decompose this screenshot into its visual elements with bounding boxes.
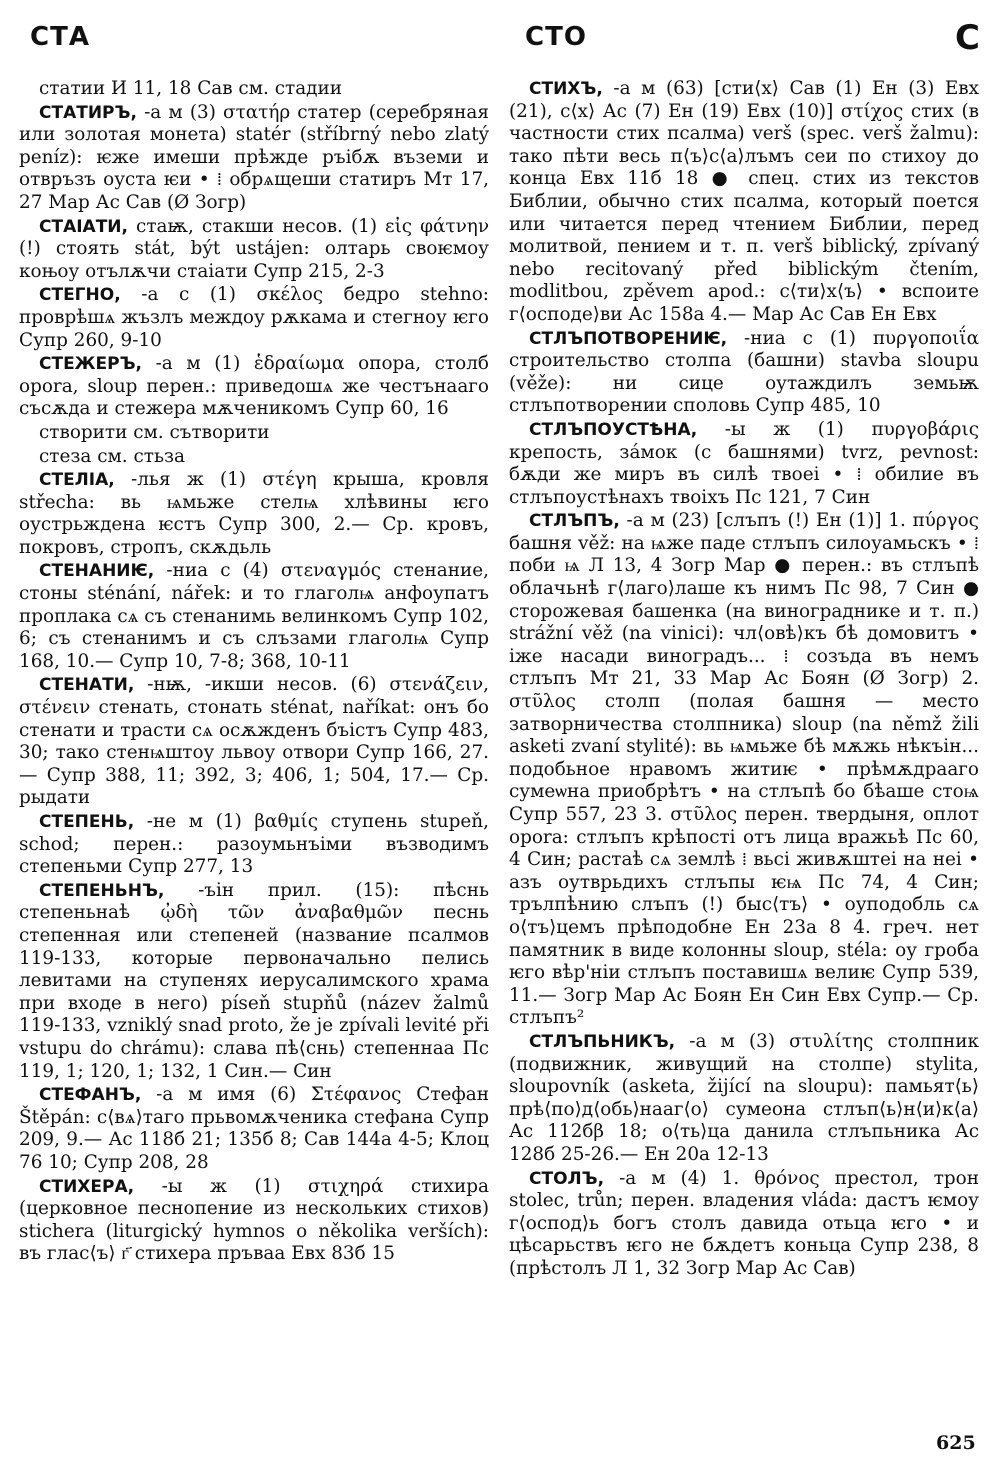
headword: СТЛЪПЬНИКЪ,: [529, 1031, 676, 1052]
headword: СТЛЪПОТВОРЕНИѤ,: [529, 328, 728, 349]
dictionary-entry: [19, 216, 489, 284]
dictionary-entry: [509, 78, 979, 327]
entry-text: -а м (1) ἑδραίωμα опора, столб opora, sloup перен.: приведошѧ же честънааго съсѫда и стежера мѫченикомъ Супр 60, 16: [19, 353, 489, 420]
entry-text: -ниа с (1) πυργοποιΐα строительство столпа (башни) stavba sloupu (věže): ни сице оутаждилъ земьѭ стлъпотворении споловь Супр 485, 10: [509, 327, 979, 417]
headword: СТИХЕРА,: [39, 1176, 135, 1197]
dictionary-entry: [509, 419, 979, 509]
dictionary-entry: [509, 1031, 979, 1167]
left-column: [19, 78, 489, 1267]
entry-text: стаѭ, стакши несов. (1) εἰς φάτνην (!) стоять stát, být ustájen: олтарь своѥмоу коњоу отълѫчи стаіати Супр 215, 2-3: [19, 215, 489, 282]
headword: СТОЛЪ,: [529, 1168, 605, 1189]
entry-text: -ниа с (4) στεναγμός стенание, стоны sténání, nářek: и то глаголѩ анфоупатъ проплака сѧ съ стенанимь велинкомъ Супр 102, 6; съ стенанимъ и съ слъзами глаголѩ Супр 168, 10.— Супр 10, 7-8; 368, 10-11: [19, 560, 489, 672]
entry-text: -ы ж (1) στιχηρά стихира (церковное песнопение из нескольких стихов) stichera (liturgický hymnos o několika verších): въ глас⟨ъ⟩ г҃ стихера пръваа Евх 83б 15: [19, 1175, 489, 1265]
entry-text: -а с (1) σκέλος бедро stehno: проврѣшѧ жъзлъ междоу рѫкама и стегноу ѥго Супр 260, 9-10: [19, 284, 489, 351]
headword: СТЕПЕНЬНЪ,: [39, 880, 165, 901]
running-head-center: СТО: [525, 22, 587, 52]
dictionary-entry: [19, 674, 489, 810]
entry-text: стеза см. стьза: [39, 445, 185, 467]
right-column: [509, 78, 979, 1281]
headword: СТЛЪПОУСТѢНА,: [529, 419, 698, 440]
entry-text: -а м (4) 1. θρόνος престол, трон stolec, trůn; перен. владения vláda: дастъ ѥмоу г⟨оспод⟩ь богъ столъ давида отьца ѥго • и цѣсарьствъ ѥго не бѫдетъ коньца Супр 238, 8 (прѣстолъ Л 1, 32 Зогр Мар Ас Сав): [509, 1167, 979, 1279]
headword: СТЕФАНЪ,: [39, 1085, 142, 1106]
dictionary-entry: [19, 102, 489, 215]
dictionary-entry: [19, 469, 489, 559]
headword: СТАІАТИ,: [39, 216, 128, 237]
dictionary-entry: [19, 811, 489, 879]
dictionary-entry: [509, 328, 979, 418]
dictionary-entry: [509, 1168, 979, 1281]
dictionary-entry: [19, 560, 489, 673]
page-number: 625: [936, 1432, 976, 1454]
entry-text: -нѭ, -икши несов. (6) στενάζειν, στένειν стенать, стонать sténat, naříkat: онъ бо стенати и трасти сѧ осѫжденъ бъістъ Супр 483, 30; тако стенѩштоу львоу отвори Супр 166, 27.— Супр 388, 11; 392, 3; 406, 1; 504, 17.— Ср. рыдати: [19, 674, 489, 809]
running-head-left: СТА: [30, 22, 90, 52]
dictionary-entry: [19, 1084, 489, 1174]
entry-text: створити см. сътворити: [39, 421, 270, 443]
entry-text: -а м (23) [слъпъ (!) Ен (1)] 1. πύργος башня věž: на ѩже паде стлъпъ силоуамьскъ • ⁞ поби ѩ Л 13, 4 Зогр Мар ● перен.: въ стлъпѣ облачьнѣ г⟨лаго⟩лаше къ нимъ Пс 98, 7 Син ● сторожевая башенка (на винограднике и т. п.) strážní věž (na vinici): чл⟨овѣ⟩къ бѣ домовитъ • іже насади виноградъ... ⁞ созъда въ немъ стлъпъ Мт 21, 33 Мар Ас Боян (Ø Зогр) 2. στῦλος столп (полая башня — место затворничества столпника) sloup (na němž žili asketi zvaní stylité): вь ѩмьже бѣ мѫжь нѣкъін... подобьное нравомъ житиѥ • прѣмѫдрааго сумеѡна приобрѣтъ • на стлъпѣ бо бѣаше стоѩ Супр 557, 23 3. στῦλος перен. твердыня, оплот opora: стлъпъ крѣпості отъ лица вражьѣ Пс 60, 4 Син; растаѣ сѧ землѣ ⁞ вьсі живѫштеі на неі • азъ оутврьдихъ стлъпы ѥѩ Пс 74, 4 Син; трълпѣнию слъпъ (!) быс⟨тъ⟩ • оуподобль сѧ о⟨тъ⟩цемъ прѣподобне Ен 23а 8 4. греч. нет памятник в виде колонны sloup, stéla: оу гроба ѥго вѣр'ніи стлъпъ поставишѧ велиѥ Супр 539, 11.— Зогр Мар Ас Боян Ен Син Евх Супр.— Ср. стлъпъ²: [509, 510, 979, 1029]
headword: СТЕЖЕРЪ,: [39, 354, 142, 375]
entry-text: -а м имя (6) Στέφανος Стефан Štěpán: с⟨вѧ⟩таго прьвомѫченика стефана Супр 209, 9.— Ас 118б 21; 135б 8; Сав 144а 4-5; Клоц 76 10; Супр 208, 28: [19, 1084, 489, 1173]
headword: СТЕНАНИѤ,: [39, 561, 155, 582]
entry-text: -ы ж (1) πυργοβάρις крепость, за́мок (с башнями) tvrz, pevnost: бѫди же миръ въ силѣ твоеі • ⁞ обилие въ стлъпоустѣнахъ твоіхъ Пс 121, 7 Син: [509, 418, 979, 508]
dictionary-entry: [19, 422, 489, 445]
entry-text: статии И 11, 18 Сав см. стадии: [39, 78, 343, 99]
dictionary-entry: [509, 510, 979, 1030]
dictionary-entry: [19, 284, 489, 352]
headword: СТЛЪПЪ,: [529, 511, 620, 532]
entry-text: -а м (3) στυλίτης столпник (подвижник, живущий на столпе) stylita, sloupovník (asketa, žijící na sloupu): памьят⟨ь⟩ прѣ⟨по⟩д⟨обь⟩нааг⟨о⟩ сумеона стлъп⟨ь⟩н⟨и⟩к⟨а⟩ Ас 112бβ 18; о⟨ть⟩ца данила стлъпьника Ас 128б 25-26.— Ен 20а 12-13: [509, 1030, 979, 1165]
dictionary-entry: [19, 880, 489, 1083]
entry-text: -а м (63) [сти⟨х⟩ Сав (1) Ен (3) Евх (21), с⟨х⟩ Ас (7) Ен (19) Евх (10)] στίχος стих (в частности стих псалма) verš (spec. verš žalmu): тако пѣти весь п⟨ъ⟩с⟨а⟩лъмъ сеи по стихоу до конца Евх 11б 18 ● спец. стих из текстов Библии, обычно стих псалма, который поется или читается перед чтением Библии, перед молитвой, пением и т. п. verš biblický, zpívaný nebo recitovaný před biblickým čtením, modlitbou, zpěvem apod.: с⟨ти⟩х⟨ъ⟩ • вспоите г⟨осподе⟩ви Ас 158а 4.— Мар Ас Сав Ен Евх: [509, 78, 979, 325]
dictionary-entry: [19, 78, 489, 101]
dictionary-entry: [19, 353, 489, 421]
headword: СТЕПЕНЬ,: [39, 812, 135, 832]
entry-text: -не м (1) βαθμίς ступень stupeň, schod; перен.: разоумьнъіми възводимъ степеньми Супр 277, 13: [19, 811, 489, 878]
section-letter: С: [955, 18, 981, 58]
entry-text: -лья ж (1) στέγη крыша, кровля střecha: вь ѩмьже стелѩ хлѣвины ѥго оустрьждена ѥстъ Супр 300, 2.— Ср. кровъ, покровъ, стропъ, скѫдьль: [19, 469, 489, 558]
entry-text: -ъін прил. (15): пѣснь степеньнаѣ ᾠδὴ τῶν ἀναβαθμῶν песнь степенная или степеней (название псалмов 119-133, которые первоначально пелись левитами на ступенях иерусалимского храма при входе в него) píseň stupňů (název žalmů 119-133, vzniklý snad proto, že je zpívali levité při vstupu do chrámu): слава пѣ⟨снь⟩ степеннаа Пс 119, 1; 120, 1; 132, 1 Син.— Син: [19, 879, 489, 1082]
headword: СТЕЛІА,: [39, 470, 115, 491]
headword: СТИХЪ,: [529, 79, 603, 99]
headword: СТЕНАТИ,: [39, 675, 135, 696]
entry-text: -а м (3) στατήρ статер (серебряная или золотая монета) statér (stříbrný nebo zlatý peníz): ѥже имеши прѣжде ръібѫ въземи и отвръзъ оуста ѥи • ⁞ обрѧщеши статиръ Мт 17, 27 Мар Ас Сав (Ø Зогр): [19, 101, 489, 213]
headword: СТЕГНО,: [39, 285, 121, 306]
page-header: [0, 18, 1000, 62]
headword: СТАТИРЪ,: [39, 102, 137, 123]
dictionary-entry: [19, 1176, 489, 1266]
dictionary-entry: [19, 446, 489, 469]
